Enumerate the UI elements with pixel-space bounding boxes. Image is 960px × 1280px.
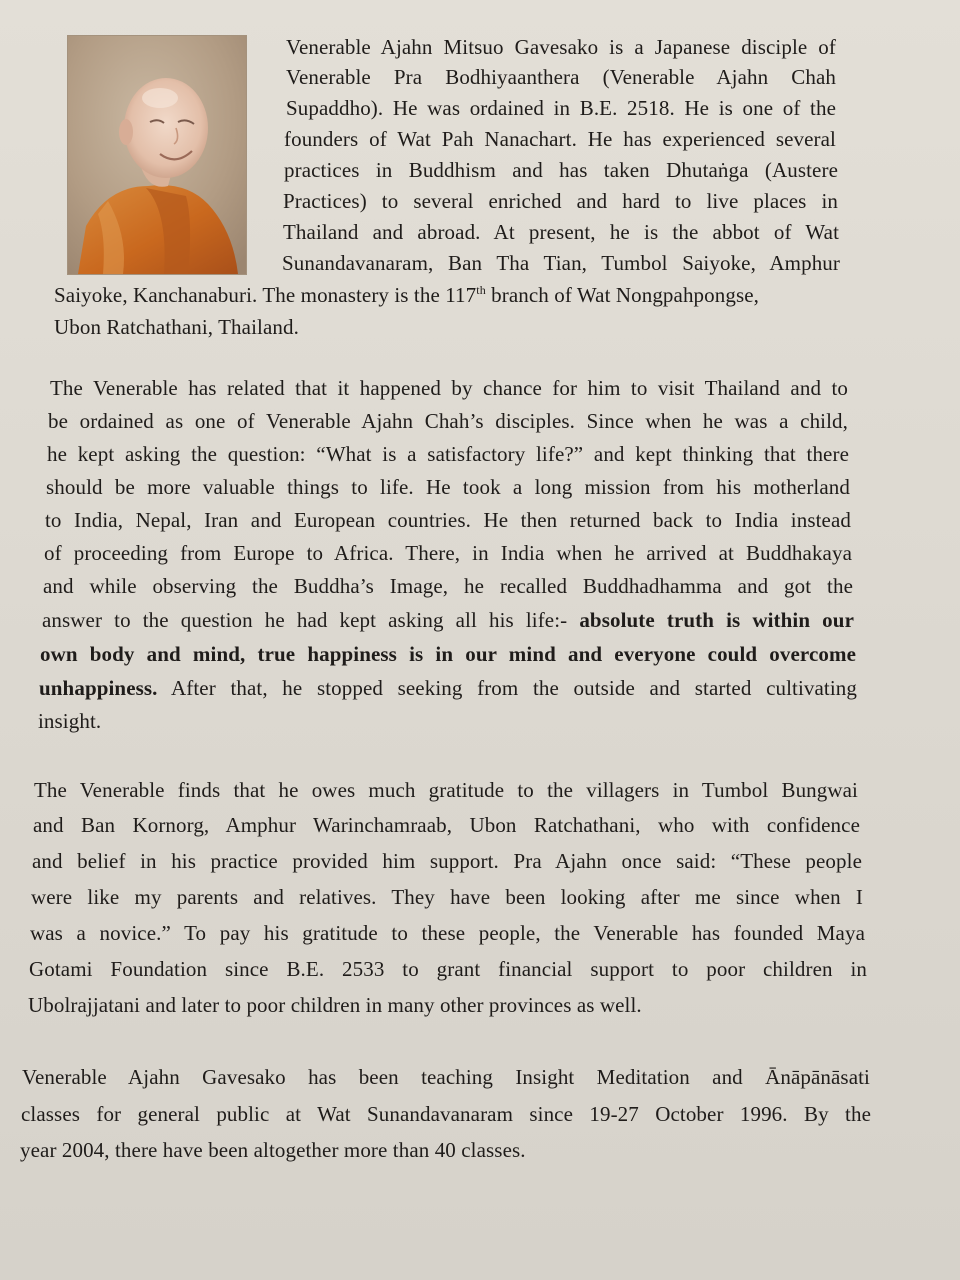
paragraph-1-line-2: Venerable Pra Bodhiyaanthera (Venerable Ajahn Chah [286, 65, 836, 89]
paragraph-2-line-10-bold: unhappiness. [39, 676, 158, 700]
paragraph-1-line-9-a: Saiyoke, Kanchanaburi. The monastery is the 117 [54, 283, 477, 307]
paragraph-2-line-1: The Venerable has related that it happened by chance for him to visit Thailand and to [50, 376, 848, 400]
paragraph-1-line-1: Venerable Ajahn Mitsuo Gavesako is a Japanese disciple of [286, 35, 836, 59]
paragraph-1-line-10: Ubon Ratchathani, Thailand. [54, 315, 299, 339]
paragraph-2-line-8-a: answer to the question he had kept asking all his life:- [42, 608, 580, 632]
paragraph-3-line-5: was a novice.” To pay his gratitude to these people, the Venerable has founded Maya [30, 921, 865, 945]
paragraph-3-line-6: Gotami Foundation since B.E. 2533 to grant financial support to poor children in [29, 957, 867, 981]
paragraph-2-line-10-b: After that, he stopped seeking from the outside and started cultivating [157, 676, 857, 700]
paragraph-3-line-7: Ubolrajjatani and later to poor children in many other provinces as well. [28, 993, 642, 1017]
paragraph-2-line-8 [42, 607, 854, 633]
paragraph-2-line-10 [39, 675, 857, 701]
paragraph-1-line-6: Practices) to several enriched and hard to live places in [283, 189, 838, 213]
paragraph-2-line-6: of proceeding from Europe to Africa. There, in India when he arrived at Buddhakaya [44, 541, 852, 565]
paragraph-2-line-7: and while observing the Buddha’s Image, he recalled Buddhadhamma and got the [43, 574, 853, 598]
paragraph-1-line-4: founders of Wat Pah Nanachart. He has experienced several [284, 127, 836, 151]
paragraph-2-line-11: insight. [38, 709, 102, 733]
paragraph-2-line-2: be ordained as one of Venerable Ajahn Chah’s disciples. Since when he was a child, [48, 409, 848, 433]
paragraph-1-line-5: practices in Buddhism and has taken Dhutaṅga (Austere [284, 158, 838, 182]
paragraph-2-line-8-bold: absolute truth is within our [579, 608, 854, 632]
ordinal-suffix: th [476, 283, 486, 297]
paragraph-2-line-9: own body and mind, true happiness is in our mind and everyone could overcome [40, 642, 856, 666]
monk-portrait-icon [68, 36, 246, 274]
paragraph-2-line-5: to India, Nepal, Iran and European countries. He then returned back to India instead [45, 508, 851, 532]
monk-portrait-photo [68, 36, 246, 274]
paragraph-1-line-7: Thailand and abroad. At present, he is the abbot of Wat [283, 220, 839, 244]
paragraph-4-line-3: year 2004, there have been altogether more than 40 classes. [20, 1138, 526, 1162]
paragraph-2-line-3: he kept asking the question: “What is a satisfactory life?” and kept thinking that there [47, 442, 849, 466]
paragraph-3-line-1: The Venerable finds that he owes much gratitude to the villagers in Tumbol Bungwai [34, 778, 858, 802]
paragraph-3-line-3: and belief in his practice provided him support. Pra Ajahn once said: “These people [32, 849, 862, 873]
paragraph-1-line-9-b: branch of Wat Nongpahpongse, [485, 283, 759, 307]
paragraph-3-line-4: were like my parents and relatives. They have been looking after me since when I [31, 885, 863, 909]
paragraph-1-line-3: Supaddho). He was ordained in B.E. 2518. He is one of the [286, 96, 836, 120]
paragraph-2-line-4: should be more valuable things to life. He took a long mission from his motherland [46, 475, 850, 499]
paragraph-3-line-2: and Ban Kornorg, Amphur Warinchamraab, Ubon Ratchathani, who with confidence [33, 813, 860, 837]
paragraph-4-line-2: classes for general public at Wat Sunandavanaram since 19-27 October 1996. By the [21, 1102, 871, 1126]
paragraph-1-line-9 [54, 282, 759, 308]
paragraph-1-line-8: Sunandavanaram, Ban Tha Tian, Tumbol Saiyoke, Amphur [282, 251, 840, 275]
paragraph-4-line-1: Venerable Ajahn Gavesako has been teaching Insight Meditation and Ānāpānāsati [22, 1065, 870, 1089]
